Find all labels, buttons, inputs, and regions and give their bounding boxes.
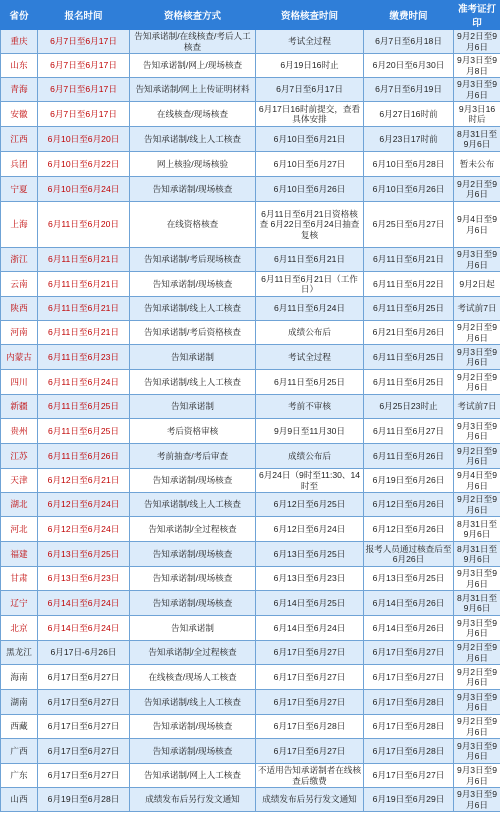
- registration-time-cell: 6月11日至6月23日: [38, 345, 130, 370]
- table-row: [1, 152, 500, 177]
- registration-time-cell: 6月12日至6月24日: [38, 517, 130, 542]
- header-fee-time: 缴费时间: [364, 1, 454, 30]
- registration-time-cell: 6月11日至6月20日: [38, 202, 130, 248]
- check-time-cell: 6月17日至6月27日: [256, 665, 364, 690]
- table-row: [1, 690, 500, 715]
- province-cell: 山东: [1, 54, 38, 78]
- check-time-cell: 6月11日至6月25日: [256, 370, 364, 395]
- check-method-cell: 考后资格审核: [130, 419, 256, 444]
- check-time-cell: 不适用告知承诺制者在线核查后缴费: [256, 764, 364, 788]
- header-province: 省份: [1, 1, 38, 30]
- check-time-cell: 6月17日至6月28日: [256, 715, 364, 739]
- province-cell: 浙江: [1, 248, 38, 272]
- check-time-cell: 6月14日至6月25日: [256, 591, 364, 616]
- table-body: [1, 30, 500, 812]
- fee-time-cell: 6月19日至6月29日: [364, 788, 454, 812]
- fee-time-cell: 6月27日16时前: [364, 102, 454, 127]
- table-row: [1, 297, 500, 321]
- fee-time-cell: 6月11日至6月22日: [364, 272, 454, 297]
- ticket-print-cell: 9月4日至9月6日: [454, 469, 500, 493]
- fee-time-cell: 报考人员通过核查后至6月26日: [364, 542, 454, 567]
- check-method-cell: 告知承诺制: [130, 345, 256, 370]
- check-method-cell: 告知承诺制/网上/现场核查: [130, 54, 256, 78]
- ticket-print-cell: 9月2日至9月6日: [454, 30, 500, 54]
- fee-time-cell: 6月19日至6月26日: [364, 469, 454, 493]
- table-row: [1, 127, 500, 152]
- province-cell: 宁夏: [1, 177, 38, 202]
- registration-time-cell: 6月10日至6月22日: [38, 152, 130, 177]
- province-cell: 山西: [1, 788, 38, 812]
- registration-time-cell: 6月14日至6月24日: [38, 591, 130, 616]
- registration-time-cell: 6月11日至6月24日: [38, 370, 130, 395]
- check-time-cell: 6月17日至6月27日: [256, 690, 364, 715]
- province-cell: 海南: [1, 665, 38, 690]
- province-cell: 辽宁: [1, 591, 38, 616]
- fee-time-cell: 6月11日至6月21日: [364, 248, 454, 272]
- province-cell: 安徽: [1, 102, 38, 127]
- ticket-print-cell: 考试前7日: [454, 395, 500, 419]
- fee-time-cell: 6月17日至6月27日: [364, 641, 454, 665]
- check-method-cell: 告知承诺制/现场核查: [130, 567, 256, 591]
- province-cell: 青海: [1, 78, 38, 102]
- ticket-print-cell: 8月31日至9月6日: [454, 591, 500, 616]
- check-time-cell: 成绩公布后: [256, 444, 364, 469]
- province-cell: 江西: [1, 127, 38, 152]
- ticket-print-cell: 9月3日至9月6日: [454, 788, 500, 812]
- check-method-cell: 告知承诺制/网上人工核查: [130, 764, 256, 788]
- ticket-print-cell: 9月3日至9月6日: [454, 764, 500, 788]
- table-row: [1, 542, 500, 567]
- check-time-cell: 6月12日至6月25日: [256, 493, 364, 517]
- fee-time-cell: 6月10日至6月28日: [364, 152, 454, 177]
- fee-time-cell: 6月11日至6月27日: [364, 419, 454, 444]
- ticket-print-cell: 9月2日至9月6日: [454, 444, 500, 469]
- registration-time-cell: 6月17日-6月26日: [38, 641, 130, 665]
- check-time-cell: 6月17日至6月27日: [256, 739, 364, 764]
- ticket-print-cell: 9月2日至9月6日: [454, 715, 500, 739]
- table-row: [1, 469, 500, 493]
- registration-time-cell: 6月11日至6月21日: [38, 272, 130, 297]
- header-check-method: 资格核查方式: [130, 1, 256, 30]
- check-method-cell: 告知承诺制/线上人工核查: [130, 127, 256, 152]
- province-cell: 福建: [1, 542, 38, 567]
- check-time-cell: 6月10日至6月27日: [256, 152, 364, 177]
- registration-time-cell: 6月12日至6月21日: [38, 469, 130, 493]
- fee-time-cell: 6月7日至6月18日: [364, 30, 454, 54]
- table-row: [1, 739, 500, 764]
- ticket-print-cell: 9月3日至9月6日: [454, 567, 500, 591]
- registration-time-cell: 6月11日至6月21日: [38, 248, 130, 272]
- registration-time-cell: 6月10日至6月20日: [38, 127, 130, 152]
- table-row: [1, 715, 500, 739]
- ticket-print-cell: 8月31日至9月6日: [454, 542, 500, 567]
- ticket-print-cell: 9月3日至9月6日: [454, 690, 500, 715]
- check-method-cell: 考前抽查/考后审查: [130, 444, 256, 469]
- check-time-cell: 6月11日至6月21日（工作日）: [256, 272, 364, 297]
- check-time-cell: 6月19日16时止: [256, 54, 364, 78]
- fee-time-cell: 6月11日至6月25日: [364, 370, 454, 395]
- fee-time-cell: 6月7日至6月19日: [364, 78, 454, 102]
- table-row: [1, 345, 500, 370]
- header-registration-time: 报名时间: [38, 1, 130, 30]
- check-time-cell: 6月11日至6月24日: [256, 297, 364, 321]
- check-method-cell: 告知承诺制/线上人工核查: [130, 370, 256, 395]
- province-cell: 兵团: [1, 152, 38, 177]
- fee-time-cell: 6月10日至6月26日: [364, 177, 454, 202]
- check-time-cell: 考试全过程: [256, 345, 364, 370]
- province-cell: 北京: [1, 616, 38, 641]
- check-method-cell: 告知承诺制/考后资格核查: [130, 321, 256, 345]
- province-cell: 湖南: [1, 690, 38, 715]
- province-cell: 新疆: [1, 395, 38, 419]
- table-row: [1, 444, 500, 469]
- fee-time-cell: 6月25日至6月27日: [364, 202, 454, 248]
- check-time-cell: 6月17日至6月27日: [256, 641, 364, 665]
- ticket-print-cell: 8月31日至9月6日: [454, 127, 500, 152]
- ticket-print-cell: 9月3日至9月6日: [454, 739, 500, 764]
- check-method-cell: 成绩发布后另行发文通知: [130, 788, 256, 812]
- province-cell: 陕西: [1, 297, 38, 321]
- registration-time-cell: 6月17日至6月27日: [38, 764, 130, 788]
- check-method-cell: 告知承诺制/考后现场核查: [130, 248, 256, 272]
- table-row: [1, 272, 500, 297]
- registration-time-cell: 6月11日至6月21日: [38, 297, 130, 321]
- province-cell: 广西: [1, 739, 38, 764]
- table-row: [1, 321, 500, 345]
- ticket-print-cell: 9月2日至9月6日: [454, 665, 500, 690]
- ticket-print-cell: 9月2日至9月6日: [454, 641, 500, 665]
- fee-time-cell: 6月12日至6月26日: [364, 517, 454, 542]
- check-method-cell: 告知承诺制: [130, 616, 256, 641]
- check-time-cell: 6月10日至6月26日: [256, 177, 364, 202]
- table-row: [1, 616, 500, 641]
- check-method-cell: 告知承诺制/在线核查/考后人工核查: [130, 30, 256, 54]
- registration-time-cell: 6月12日至6月24日: [38, 493, 130, 517]
- fee-time-cell: 6月20日至6月30日: [364, 54, 454, 78]
- province-cell: 天津: [1, 469, 38, 493]
- check-time-cell: 6月10日至6月21日: [256, 127, 364, 152]
- fee-time-cell: 6月21日至6月26日: [364, 321, 454, 345]
- table-row: [1, 370, 500, 395]
- check-method-cell: 网上核验/现场核验: [130, 152, 256, 177]
- province-cell: 上海: [1, 202, 38, 248]
- table-row: [1, 493, 500, 517]
- check-method-cell: 告知承诺制/线上人工核查: [130, 690, 256, 715]
- registration-time-cell: 6月13日至6月23日: [38, 567, 130, 591]
- check-method-cell: 告知承诺制/现场核查: [130, 715, 256, 739]
- table-row: [1, 641, 500, 665]
- province-cell: 云南: [1, 272, 38, 297]
- header-row: [1, 1, 500, 30]
- ticket-print-cell: 9月3日至9月6日: [454, 419, 500, 444]
- check-time-cell: 6月12日至6月24日: [256, 517, 364, 542]
- registration-time-cell: 6月17日至6月27日: [38, 739, 130, 764]
- check-method-cell: 告知承诺制/现场核查: [130, 591, 256, 616]
- fee-time-cell: 6月17日至6月27日: [364, 764, 454, 788]
- fee-time-cell: 6月11日至6月25日: [364, 297, 454, 321]
- registration-time-cell: 6月10日至6月24日: [38, 177, 130, 202]
- registration-time-cell: 6月7日至6月17日: [38, 54, 130, 78]
- table-row: [1, 78, 500, 102]
- province-cell: 甘肃: [1, 567, 38, 591]
- ticket-print-cell: 9月2日至9月6日: [454, 370, 500, 395]
- registration-time-cell: 6月11日至6月25日: [38, 395, 130, 419]
- table-row: [1, 395, 500, 419]
- check-time-cell: 9月9日至11月30日: [256, 419, 364, 444]
- check-method-cell: 告知承诺制/现场核查: [130, 272, 256, 297]
- registration-time-cell: 6月17日至6月27日: [38, 665, 130, 690]
- header-check-time: 资格核查时间: [256, 1, 364, 30]
- registration-time-cell: 6月11日至6月26日: [38, 444, 130, 469]
- fee-time-cell: 6月14日至6月26日: [364, 616, 454, 641]
- ticket-print-cell: 9月3日至9月6日: [454, 345, 500, 370]
- registration-time-cell: 6月7日至6月17日: [38, 78, 130, 102]
- province-cell: 贵州: [1, 419, 38, 444]
- registration-time-cell: 6月7日至6月17日: [38, 102, 130, 127]
- check-time-cell: 成绩公布后: [256, 321, 364, 345]
- fee-time-cell: 6月17日至6月27日: [364, 665, 454, 690]
- ticket-print-cell: 9月2日起: [454, 272, 500, 297]
- check-time-cell: 考前不审核: [256, 395, 364, 419]
- province-cell: 广东: [1, 764, 38, 788]
- check-time-cell: 6月14日至6月24日: [256, 616, 364, 641]
- table-row: [1, 102, 500, 127]
- province-cell: 西藏: [1, 715, 38, 739]
- check-method-cell: 告知承诺制/全过程核查: [130, 517, 256, 542]
- check-method-cell: 告知承诺制/现场核查: [130, 739, 256, 764]
- province-cell: 河南: [1, 321, 38, 345]
- ticket-print-cell: 9月3日至9月6日: [454, 616, 500, 641]
- check-method-cell: 在线资格核查: [130, 202, 256, 248]
- table-row: [1, 419, 500, 444]
- header-ticket-print: 准考证打印: [454, 1, 500, 30]
- fee-time-cell: 6月14日至6月26日: [364, 591, 454, 616]
- ticket-print-cell: 9月2日至9月6日: [454, 177, 500, 202]
- registration-time-cell: 6月13日至6月25日: [38, 542, 130, 567]
- table-row: [1, 202, 500, 248]
- check-method-cell: 告知承诺制/现场核查: [130, 177, 256, 202]
- table-row: [1, 567, 500, 591]
- province-cell: 黑龙江: [1, 641, 38, 665]
- registration-time-cell: 6月11日至6月21日: [38, 321, 130, 345]
- check-time-cell: 6月17日16时前提交，查看具体安排: [256, 102, 364, 127]
- check-time-cell: 考试全过程: [256, 30, 364, 54]
- registration-time-cell: 6月14日至6月24日: [38, 616, 130, 641]
- check-method-cell: 告知承诺制/网上上传证明材料: [130, 78, 256, 102]
- check-method-cell: 告知承诺制: [130, 395, 256, 419]
- check-method-cell: 告知承诺制/现场核查: [130, 542, 256, 567]
- registration-time-cell: 6月17日至6月27日: [38, 690, 130, 715]
- province-cell: 湖北: [1, 493, 38, 517]
- table-row: [1, 177, 500, 202]
- table-row: [1, 54, 500, 78]
- table-row: [1, 591, 500, 616]
- province-cell: 内蒙古: [1, 345, 38, 370]
- check-method-cell: 告知承诺制/线上人工核查: [130, 297, 256, 321]
- fee-time-cell: 6月11日至6月26日: [364, 444, 454, 469]
- check-time-cell: 6月11日至6月21日: [256, 248, 364, 272]
- ticket-print-cell: 8月31日至9月6日: [454, 517, 500, 542]
- registration-time-cell: 6月17日至6月27日: [38, 715, 130, 739]
- fee-time-cell: 6月17日至6月28日: [364, 690, 454, 715]
- ticket-print-cell: 9月2日至9月6日: [454, 321, 500, 345]
- province-cell: 重庆: [1, 30, 38, 54]
- check-method-cell: 告知承诺制/线上人工核查: [130, 493, 256, 517]
- province-cell: 江苏: [1, 444, 38, 469]
- check-method-cell: 告知承诺制/全过程核查: [130, 641, 256, 665]
- fee-time-cell: 6月12日至6月26日: [364, 493, 454, 517]
- check-time-cell: 6月7日至6月17日: [256, 78, 364, 102]
- ticket-print-cell: 9月3日至9月6日: [454, 248, 500, 272]
- registration-time-cell: 6月19日至6月28日: [38, 788, 130, 812]
- check-time-cell: 6月13日至6月23日: [256, 567, 364, 591]
- fee-time-cell: 6月13日至6月25日: [364, 567, 454, 591]
- ticket-print-cell: 9月3日至9月6日: [454, 78, 500, 102]
- table-row: [1, 517, 500, 542]
- table-row: [1, 30, 500, 54]
- check-time-cell: 成绩发布后另行发文通知: [256, 788, 364, 812]
- check-method-cell: 在线核查/现场核查: [130, 102, 256, 127]
- table-row: [1, 788, 500, 812]
- table-row: [1, 764, 500, 788]
- registration-time-cell: 6月11日至6月25日: [38, 419, 130, 444]
- ticket-print-cell: 9月4日至9月6日: [454, 202, 500, 248]
- ticket-print-cell: 9月2日至9月6日: [454, 493, 500, 517]
- check-method-cell: 在线核查/现场人工核查: [130, 665, 256, 690]
- table-row: [1, 248, 500, 272]
- ticket-print-cell: 9月3日至9月8日: [454, 54, 500, 78]
- ticket-print-cell: 暂未公布: [454, 152, 500, 177]
- fee-time-cell: 6月11日至6月25日: [364, 345, 454, 370]
- fee-time-cell: 6月17日至6月28日: [364, 715, 454, 739]
- fee-time-cell: 6月23日17时前: [364, 127, 454, 152]
- check-time-cell: 6月13日至6月25日: [256, 542, 364, 567]
- table-row: [1, 665, 500, 690]
- check-time-cell: 6月11日至6月21日资格核查 6月22日至6月24日抽查复核: [256, 202, 364, 248]
- fee-time-cell: 6月17日至6月28日: [364, 739, 454, 764]
- registration-time-cell: 6月7日至6月17日: [38, 30, 130, 54]
- ticket-print-cell: 考试前7日: [454, 297, 500, 321]
- province-cell: 四川: [1, 370, 38, 395]
- check-method-cell: 告知承诺制/现场核查: [130, 469, 256, 493]
- ticket-print-cell: 9月3日16时后: [454, 102, 500, 127]
- check-time-cell: 6月24日（9时至11:30、14时至: [256, 469, 364, 493]
- province-cell: 河北: [1, 517, 38, 542]
- fee-time-cell: 6月25日23时止: [364, 395, 454, 419]
